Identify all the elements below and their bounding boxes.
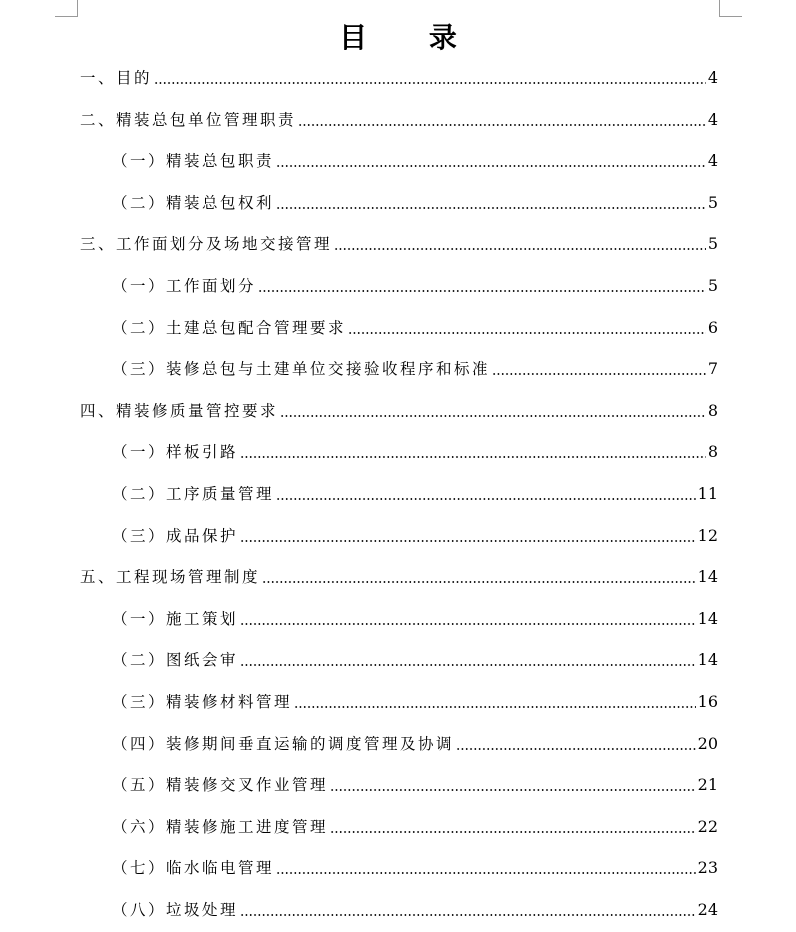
toc-page-number: 5 [707,192,718,212]
page-title: 目 录 [339,21,483,54]
toc-page-number: 14 [697,608,718,628]
toc-page-number: 6 [707,317,718,337]
toc-page-number: 8 [707,400,718,420]
toc-entry-text: （五）精装修交叉作业管理 [112,776,329,795]
crop-mark-left [55,0,78,17]
toc-page-number: 7 [707,359,718,379]
toc-page-number: 11 [697,484,718,503]
toc-entry[interactable] [112,266,718,306]
toc-entry-text: （二）图纸会审 [112,651,239,670]
toc-entry-text: （一）工作面划分 [112,277,257,295]
toc-leader-dots [240,540,696,542]
toc-leader-dots [262,581,696,583]
toc-entry-text: （二）工序质量管理 [112,485,275,503]
toc-entry[interactable] [112,765,718,805]
toc-entry-text: （三）成品保护 [112,526,239,545]
toc-entry-text: （二）土建总包配合管理要求 [112,318,347,337]
toc-page-number: 5 [707,276,718,295]
toc-entry-text: （一）施工策划 [112,609,239,628]
toc-page-number: 16 [697,692,718,711]
toc-leader-dots [348,332,706,334]
toc-entry-text: （三）装修总包与土建单位交接验收程序和标准 [112,360,491,379]
toc-entry-text: （四）装修期间垂直运输的调度管理及协调 [112,734,455,753]
toc-leader-dots [334,248,706,250]
toc-leader-dots [154,82,706,84]
toc-leader-dots [298,124,706,126]
toc-page-number: 24 [697,900,718,919]
toc-page-number: 22 [697,816,718,836]
toc-entry[interactable] [112,640,718,680]
toc-entry[interactable] [80,391,718,431]
toc-entry-text: （一）样板引路 [112,443,239,462]
toc-entry[interactable] [112,890,718,930]
toc-entry-text: （六）精装修施工进度管理 [112,817,329,836]
toc-leader-dots [240,914,696,916]
toc-entry-text: 四、精装修质量管控要求 [80,401,279,420]
toc-entry-text: （二）精装总包权利 [112,193,275,212]
toc-entry[interactable] [112,848,718,888]
toc-leader-dots [240,664,696,666]
toc-leader-dots [456,748,696,750]
toc-page-number: 23 [697,858,718,878]
toc-entry[interactable] [112,724,718,764]
toc-leader-dots [492,373,706,375]
toc-entry[interactable] [112,308,718,348]
crop-mark-right [719,0,742,17]
toc-leader-dots [276,498,696,500]
toc-entry[interactable] [112,807,718,847]
toc-entry-text: 一、目的 [80,69,153,87]
toc-entry-text: （三）精装修材料管理 [112,693,293,711]
toc-entry[interactable] [80,58,718,98]
toc-leader-dots [276,165,706,167]
toc-leader-dots [280,415,706,417]
toc-entry[interactable] [112,516,718,556]
toc-leader-dots [330,789,696,791]
toc-page-number: 4 [707,68,718,87]
toc-entry[interactable] [112,599,718,639]
toc-leader-dots [240,456,706,458]
toc-entry[interactable] [112,183,718,223]
toc-page-number: 21 [697,775,718,795]
toc-page-number: 12 [697,525,718,545]
toc-page-number: 20 [697,733,718,753]
toc-leader-dots [330,831,696,833]
toc-page-number: 4 [707,151,718,171]
toc-page-number: 8 [707,442,718,462]
toc-entry-text: （七）临水临电管理 [112,859,275,878]
toc-leader-dots [276,207,706,209]
toc-entry-text: 三、工作面划分及场地交接管理 [80,235,333,254]
toc-entry-text: （一）精装总包职责 [112,152,275,171]
toc-entry-text: 五、工程现场管理制度 [80,568,261,587]
toc-entry[interactable] [80,100,718,140]
toc-page-number: 14 [697,567,718,587]
toc-entry[interactable] [112,474,718,514]
toc-entry[interactable] [112,682,718,722]
toc-entry[interactable] [112,349,718,389]
toc-entry[interactable] [80,557,718,597]
toc-entry-text: 二、精装总包单位管理职责 [80,110,297,129]
toc-page-number: 4 [707,109,718,129]
toc-entry[interactable] [80,224,718,264]
toc-leader-dots [258,290,706,292]
toc-entry-text: （八）垃圾处理 [112,901,239,919]
toc-entry[interactable] [112,141,718,181]
toc-leader-dots [240,623,696,625]
toc-page-number: 5 [707,234,718,254]
toc-leader-dots [276,872,696,874]
toc-entry[interactable] [112,432,718,472]
toc-page-number: 14 [697,650,718,670]
toc-leader-dots [294,706,696,708]
